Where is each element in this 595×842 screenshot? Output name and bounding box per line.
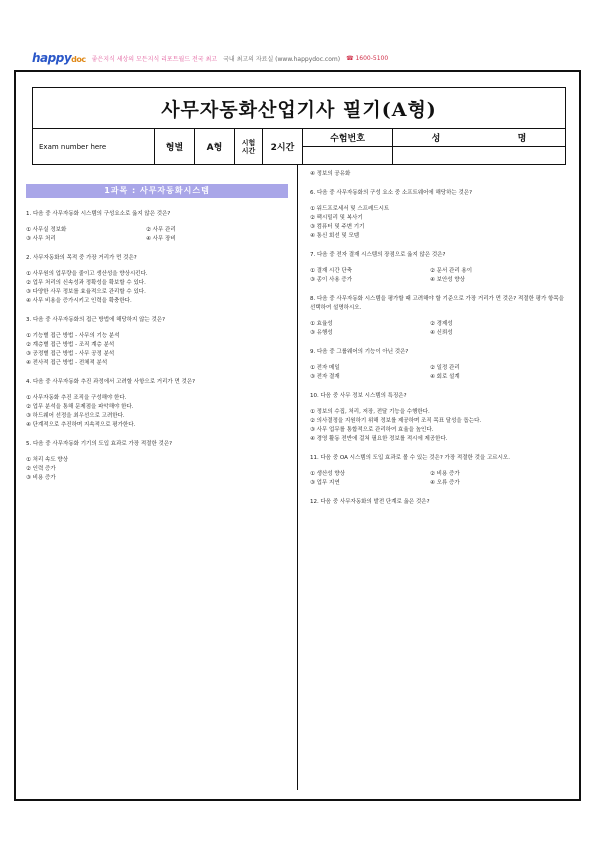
column-divider: [297, 165, 298, 790]
question: [26, 210, 282, 244]
exam-info-row: [32, 129, 566, 165]
exam-code: Exam number here: [33, 129, 155, 164]
answer-options: [26, 270, 282, 306]
name-label-2: 명: [517, 134, 527, 144]
answer-option[interactable]: ② 팩시밀리 및 복사기: [310, 215, 363, 221]
question: [310, 348, 566, 382]
answer-option[interactable]: ④ 전사적 접근 방법 - 전체적 분석: [26, 360, 108, 366]
question-stem: 3. 다음 중 사무자동화의 접근 방법에 해당하지 않는 것은?: [26, 317, 166, 323]
question: [310, 454, 566, 488]
answer-options: [310, 364, 566, 382]
question: [310, 189, 566, 241]
time-value: 2시간: [263, 129, 303, 164]
answer-option[interactable]: ④ 신뢰성: [430, 330, 453, 336]
answer-option[interactable]: ③ 유행성: [310, 330, 333, 336]
answer-option[interactable]: ④ 보안성 향상: [430, 277, 465, 283]
answer-option[interactable]: ③ 사무 처리: [26, 236, 56, 242]
answer-option[interactable]: ③ 업무 지연: [310, 480, 340, 486]
answer-option[interactable]: ④ 경영 활동 전반에 걸쳐 필요한 정보를 적시에 제공한다.: [310, 436, 448, 442]
examinee-number-label: 수험번호: [330, 134, 365, 144]
question-stem: 1. 다음 중 사무자동화 시스템의 구성요소로 옳지 않은 것은?: [26, 211, 171, 217]
title-box: [32, 87, 566, 129]
answer-option[interactable]: ① 사무자동화 추진 조직을 구성해야 한다.: [26, 395, 127, 401]
answer-option[interactable]: ② 비용 증가: [430, 471, 460, 477]
answer-option[interactable]: ④ 단계적으로 추진하며 지속적으로 평가한다.: [26, 422, 136, 428]
header-bar: [32, 50, 512, 66]
answer-option[interactable]: ① 처리 속도 향상: [26, 457, 69, 463]
answer-option[interactable]: ④ 사무 장비: [146, 236, 176, 242]
answer-option[interactable]: ② 업무 분석을 통해 문제점을 파악해야 한다.: [26, 404, 134, 410]
answer-option[interactable]: ④ 사무 비용을 증가시키고 인력을 확충한다.: [26, 298, 132, 304]
exam-title: 사무자동화산업기사 필기(A형): [161, 98, 437, 121]
section-banner: 1과목 : 사무자동화시스템: [26, 184, 288, 198]
answer-option[interactable]: ① 결재 시간 단축: [310, 268, 353, 274]
question-stem: 6. 다음 중 사무자동화의 구성 요소 중 소프트웨어에 해당하는 것은?: [310, 190, 473, 196]
answer-option[interactable]: ① 워드프로세서 및 스프레드시트: [310, 206, 390, 212]
question: [26, 440, 282, 483]
brand-logo[interactable]: happydoc: [32, 51, 86, 65]
question: [26, 254, 282, 306]
question-stem: 5. 다음 중 사무자동화 기기의 도입 효과로 가장 적절한 것은?: [26, 441, 173, 447]
name-label-1: 성: [431, 134, 441, 144]
answer-option[interactable]: ② 인력 증가: [26, 466, 56, 472]
answer-option[interactable]: ③ 비용 증가: [26, 475, 56, 481]
answer-option[interactable]: ② 업무 처리의 신속성과 정확성을 확보할 수 있다.: [26, 280, 146, 286]
question: [310, 295, 566, 338]
answer-options: [26, 332, 282, 368]
type-label: 형별: [155, 129, 195, 164]
answer-option[interactable]: ① 전자 메일: [310, 365, 340, 371]
question-stem: 4. 다음 중 사무자동화 추진 과정에서 고려할 사항으로 거리가 먼 것은?: [26, 379, 196, 385]
answer-option[interactable]: ② 계층별 접근 방법 - 조직 계층 분석: [26, 342, 115, 348]
answer-option[interactable]: ③ 공정별 접근 방법 - 사무 공정 분석: [26, 351, 115, 357]
question-stem: 8. 다음 중 사무자동화 시스템을 평가할 때 고려해야 할 기준으로 가장 거리가 먼 것은? 적절한 평가 항목을 선택하여 설명하시오.: [310, 296, 564, 311]
answer-option[interactable]: ① 효율성: [310, 321, 333, 327]
question: [310, 498, 566, 507]
answer-option[interactable]: ③ 전자 결재: [310, 374, 340, 380]
question: [310, 170, 566, 179]
right-column: [310, 170, 566, 517]
header-phone: ☎ 1600-5100: [346, 54, 389, 62]
name-cell: [393, 129, 565, 164]
right-question-list: [310, 170, 566, 507]
answer-options: [26, 394, 282, 430]
answer-option[interactable]: ④ 오류 증가: [430, 480, 460, 486]
answer-options: [26, 226, 282, 244]
header-tagline: 좋은지식 세상의 모든지식 리포트월드 전국 최고: [91, 55, 218, 63]
type-value: A형: [195, 129, 235, 164]
answer-option[interactable]: ① 생산성 향상: [310, 471, 345, 477]
question-stem: ④ 정보의 공유화: [310, 171, 351, 177]
examinee-number-cell: [303, 129, 393, 164]
examinee-number-blank: [303, 146, 392, 164]
left-question-list: [26, 210, 282, 483]
answer-option[interactable]: ④ 통신 회선 및 모뎀: [310, 233, 360, 239]
name-labels: [393, 129, 565, 146]
answer-option[interactable]: ③ 사무 업무를 통합적으로 관리하여 효율을 높인다.: [310, 427, 434, 433]
answer-option[interactable]: ③ 종이 사용 증가: [310, 277, 353, 283]
question-stem: 10. 다음 중 사무 정보 시스템의 특징은?: [310, 393, 407, 399]
header-site[interactable]: 국내 최고의 자료실 (www.happydoc.com): [223, 55, 341, 63]
question: [26, 316, 282, 368]
answer-option[interactable]: ② 일정 관리: [430, 365, 460, 371]
time-label: 시험 시간: [235, 129, 263, 164]
question-stem: 9. 다음 중 그룹웨어의 기능이 아닌 것은?: [310, 349, 409, 355]
answer-option[interactable]: ① 정보의 수집, 처리, 저장, 전달 기능을 수행한다.: [310, 409, 430, 415]
answer-option[interactable]: ④ 회로 설계: [430, 374, 460, 380]
question: [310, 392, 566, 444]
answer-option[interactable]: ③ 컴퓨터 및 주변 기기: [310, 224, 365, 230]
answer-option[interactable]: ② 경제성: [430, 321, 453, 327]
answer-option[interactable]: ① 기능별 접근 방법 - 사무의 기능 분석: [26, 333, 120, 339]
answer-options: [310, 205, 566, 241]
left-column: [26, 170, 282, 493]
answer-option[interactable]: ② 문서 관리 용이: [430, 268, 473, 274]
answer-option[interactable]: ③ 하드웨어 선정을 최우선으로 고려한다.: [26, 413, 125, 419]
question: [26, 378, 282, 430]
question-stem: 12. 다음 중 사무자동화의 발전 단계로 옳은 것은?: [310, 499, 430, 505]
name-blank: [393, 146, 565, 164]
answer-options: [310, 320, 566, 338]
answer-option[interactable]: ③ 다양한 사무 정보를 효율적으로 관리할 수 있다.: [26, 289, 146, 295]
question-stem: 11. 다음 중 OA 시스템의 도입 효과로 볼 수 있는 것은? 가장 적절한 것을 고르시오.: [310, 455, 510, 461]
question-stem: 7. 다음 중 전자 결재 시스템의 장점으로 옳지 않은 것은?: [310, 252, 446, 258]
answer-options: [310, 267, 566, 285]
answer-option[interactable]: ② 의사결정을 지원하기 위해 정보를 제공하며 조직 목표 달성을 돕는다.: [310, 418, 482, 424]
answer-option[interactable]: ① 사무원의 업무량을 줄이고 생산성을 향상시킨다.: [26, 271, 148, 277]
answer-option[interactable]: ① 사무실 정보화: [26, 227, 67, 233]
answer-options: [26, 456, 282, 483]
answer-option[interactable]: ② 사무 관리: [146, 227, 176, 233]
answer-options: [310, 408, 566, 444]
question-stem: 2. 사무자동화의 목적 중 가장 거리가 먼 것은?: [26, 255, 137, 261]
answer-options: [310, 470, 566, 488]
question: [310, 251, 566, 285]
